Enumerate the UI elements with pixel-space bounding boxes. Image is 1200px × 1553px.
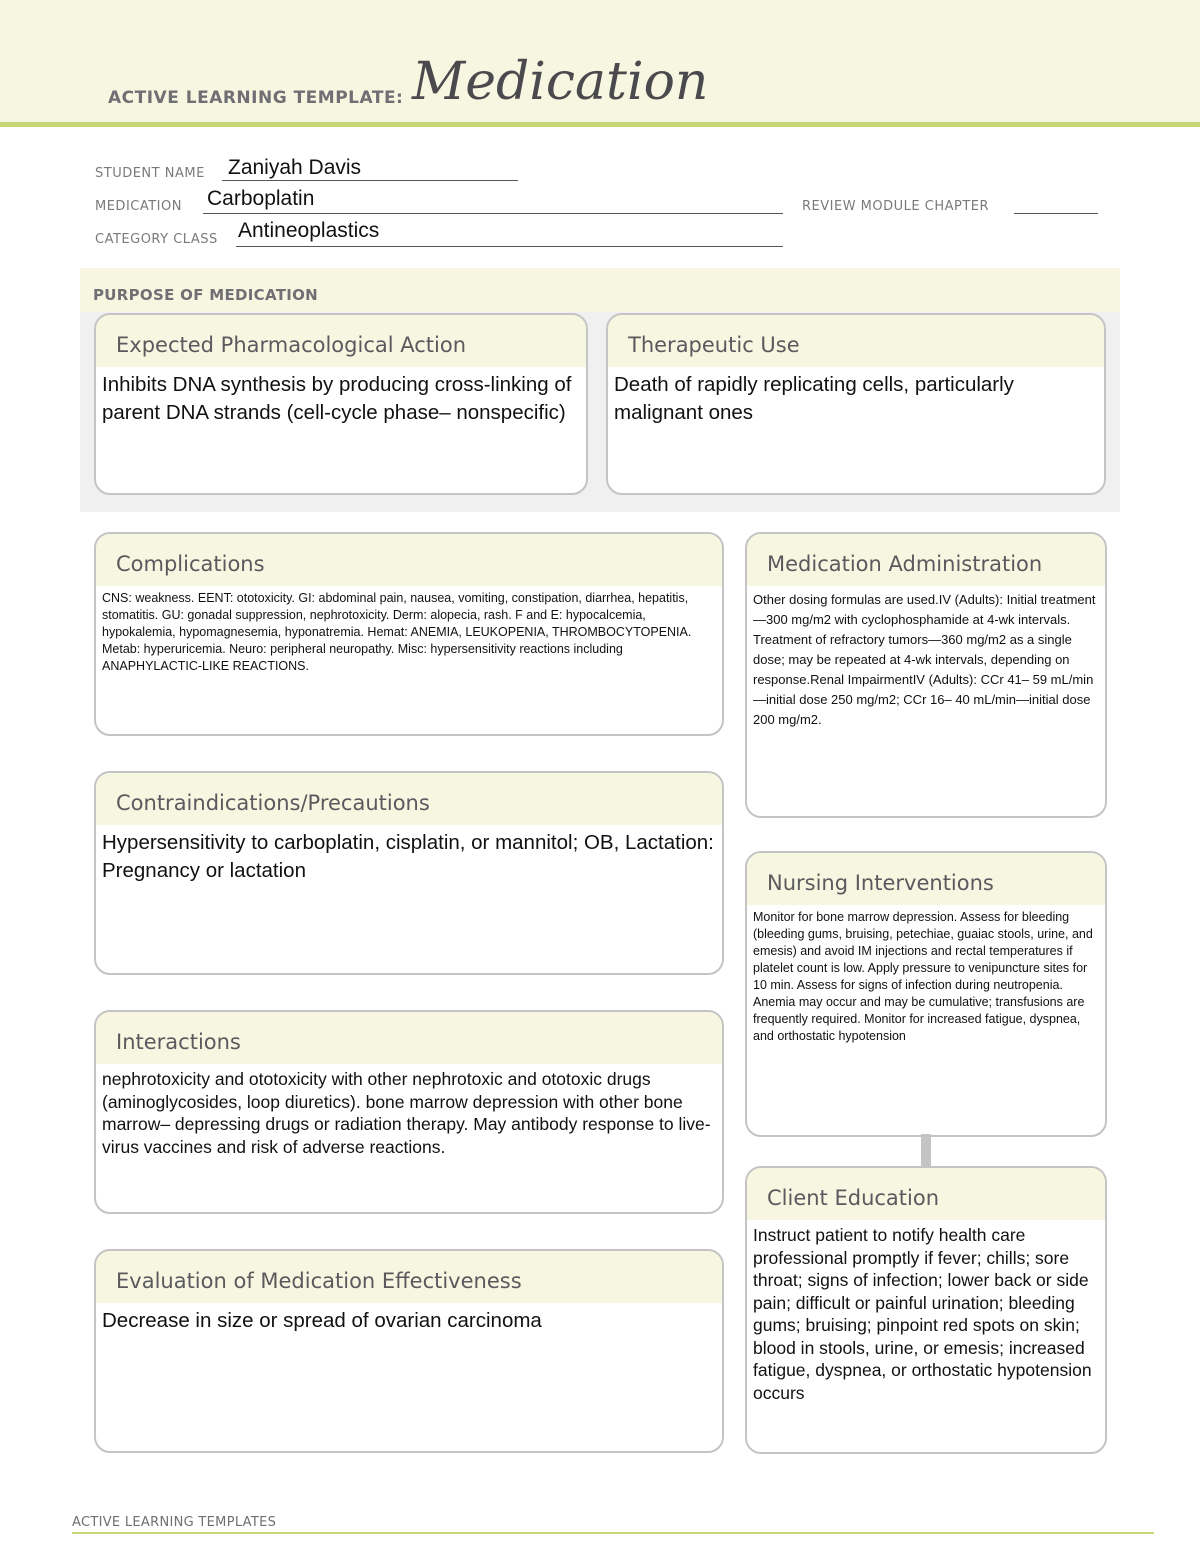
review-module-label: REVIEW MODULE CHAPTER xyxy=(802,199,990,214)
therapeutic-use-text[interactable]: Death of rapidly replicating cells, particularly malignant ones xyxy=(614,373,1014,424)
nursing-interventions-heading: Nursing Interventions xyxy=(747,853,1105,905)
evaluation-heading: Evaluation of Medication Effectiveness xyxy=(96,1251,722,1303)
complications-box xyxy=(94,532,724,736)
box-connector xyxy=(921,1134,931,1166)
therapeutic-use-heading: Therapeutic Use xyxy=(608,315,1104,367)
client-education-box xyxy=(745,1166,1107,1454)
complications-heading: Complications xyxy=(96,534,722,586)
medication-line xyxy=(203,213,783,214)
therapeutic-use-box xyxy=(606,313,1106,495)
nursing-interventions-text[interactable]: Monitor for bone marrow depression. Assess for bleeding (bleeding gums, bruising, petechiae, guaiac stools, urine, and emesis) and avoid IM injections and rectal temperatures if platelet count is low. Apply pressure to venipuncture sites for 10 min. Assess for signs of infection during neutropenia. Anemia may occur and may be cumulative; transfusions are frequently required. Monitor for increased fatigue, dyspnea, and orthostatic hypotension xyxy=(753,910,1093,1043)
interactions-box xyxy=(94,1010,724,1214)
medication-administration-heading: Medication Administration xyxy=(747,534,1105,586)
contraindications-heading: Contraindications/Precautions xyxy=(96,773,722,825)
page-title: Medication xyxy=(412,52,709,112)
evaluation-text[interactable]: Decrease in size or spread of ovarian carcinoma xyxy=(102,1309,542,1332)
category-class-line xyxy=(236,246,783,247)
expected-action-text[interactable]: Inhibits DNA synthesis by producing cross-linking of parent DNA strands (cell-cycle phase– nonspecific) xyxy=(102,373,572,424)
contraindications-box xyxy=(94,771,724,975)
medication-administration-box xyxy=(745,532,1107,818)
evaluation-box xyxy=(94,1249,724,1453)
student-name-label: STUDENT NAME xyxy=(95,166,205,181)
header-divider xyxy=(0,122,1200,127)
client-education-heading: Client Education xyxy=(747,1168,1105,1220)
interactions-heading: Interactions xyxy=(96,1012,722,1064)
interactions-text[interactable]: nephrotoxicity and ototoxicity with other nephrotoxic and ototoxic drugs (aminoglycosides, loop diuretics). bone marrow depression with other bone marrow– depressing drugs or radiation therapy. May antibody response to live-virus vaccines and risk of adverse reactions. xyxy=(102,1069,711,1157)
medication-label: MEDICATION xyxy=(95,199,182,214)
review-module-line[interactable] xyxy=(1014,213,1098,214)
footer-divider xyxy=(72,1532,1154,1534)
purpose-title: PURPOSE OF MEDICATION xyxy=(93,286,319,304)
client-education-text[interactable]: Instruct patient to notify health care professional promptly if fever; chills; sore throat; signs of infection; lower back or side pain; difficult or painful urination; bleeding gums; bruising; pinpoint red spots on skin; blood in stools, urine, or emesis; increased fatigue, dyspnea, or orthostatic hypotension occurs xyxy=(753,1225,1092,1403)
student-name-line xyxy=(222,180,518,181)
student-name-value[interactable]: Zaniyah Davis xyxy=(228,156,362,179)
category-class-value[interactable]: Antineoplastics xyxy=(238,219,380,242)
expected-action-heading: Expected Pharmacological Action xyxy=(96,315,586,367)
template-label: ACTIVE LEARNING TEMPLATE: xyxy=(108,88,404,108)
category-class-label: CATEGORY CLASS xyxy=(95,232,218,247)
contraindications-text[interactable]: Hypersensitivity to carboplatin, cisplatin, or mannitol; OB, Lactation: Pregnancy or lactation xyxy=(102,831,714,882)
complications-text[interactable]: CNS: weakness. EENT: ototoxicity. GI: abdominal pain, nausea, vomiting, constipation, diarrhea, hepatitis, stomatitis. GU: gonadal suppression, nephrotoxicity. Derm: alopecia, rash. F and E: hypocalcemia, hypokalemia, hypomagnesemia, hyponatremia. Hemat: ANEMIA, LEUKOPENIA, THROMBOCYTOPENIA. Metab: hyperuricemia. Neuro: peripheral neuropathy. Misc: hypersensitivity reactions including ANAPHYLACTIC-LIKE REACTIONS. xyxy=(102,591,692,673)
medication-administration-text[interactable]: Other dosing formulas are used.IV (Adults): Initial treatment—300 mg/m2 with cyclophosphamide at 4-wk intervals. Treatment of refractory tumors—360 mg/m2 as a single dose; may be repeated at 4-wk intervals, depending on response.Renal ImpairmentIV (Adults): CCr 41– 59 mL/min—initial dose 250 mg/m2; CCr 16– 40 mL/min—initial dose 200 mg/m2. xyxy=(753,592,1096,727)
nursing-interventions-box xyxy=(745,851,1107,1137)
medication-value[interactable]: Carboplatin xyxy=(207,187,315,210)
footer-text: ACTIVE LEARNING TEMPLATES xyxy=(72,1515,277,1530)
expected-action-box xyxy=(94,313,588,495)
